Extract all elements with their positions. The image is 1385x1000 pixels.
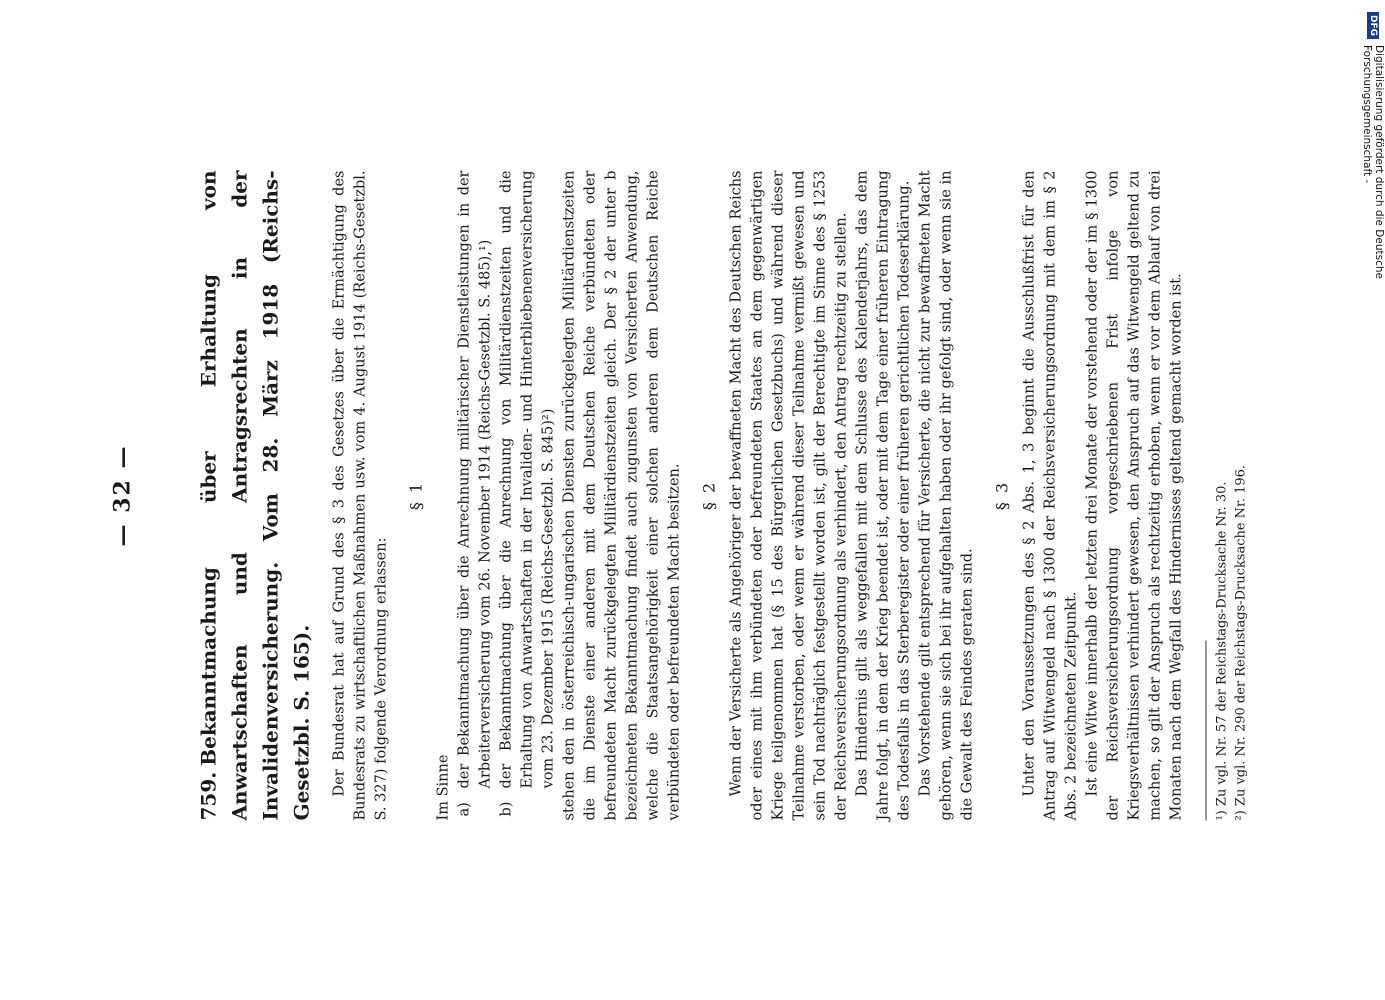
list-label: a) — [456, 801, 473, 816]
section-3-heading: § 3 — [992, 480, 1012, 510]
footnote-2: ²) Zu vgl. Nr. 290 der Reichstags-Drucksache Nr. 196. — [1233, 464, 1249, 820]
list-text: der Bekanntmachung über die Anrechnung militärischer Dienstleistungen in der Arbeiterversicherung vom 26. November 1914 (Reichs-Gesetzbl. S. 485),¹) — [456, 170, 494, 788]
list-item-a — [455, 170, 497, 820]
page-content — [100, 170, 1251, 820]
title-number: 759. — [196, 771, 221, 820]
footnote-divider — [1206, 640, 1207, 820]
section-1-heading: § 1 — [406, 480, 426, 510]
footnote-1: ¹) Zu vgl. Nr. 57 der Reichstags-Drucksache Nr. 30. — [1214, 481, 1230, 820]
section-3-paragraph-1: Unter den Voraussetzungen des § 2 Abs. 1, 3 beginnt die Ausschlußfrist für den Antrag auf Witwengeld nach § 1300 der Reichsversicherungsordnung mit dem im § 2 Abs. 2 bezeichneten Zeitpunkt. — [1021, 170, 1080, 820]
list-item-b — [497, 170, 560, 820]
section-2-heading: § 2 — [699, 480, 719, 510]
list-label: b) — [498, 801, 515, 816]
section-2-paragraph-1: Wenn der Versicherte als Angehöriger der bewaffneten Macht des Deutschen Reichs oder eines mit ihm verbündeten oder befreundeten Staates an dem gegenwärtigen Kriege teilgenommen hat (§ 15 des Bürgerlichen Gesetzbuchs) und während dieser Teilnahme verstorben, oder wenn er während dieser Teilnahme vermißt gewesen und sein Tod nachträglich festgestellt worden ist, gilt der Berechtigte im Sinne des § 1253 der Reichsversicherungsordnung als verhindert, den Antrag rechtzeitig zu stellen. — [728, 170, 850, 820]
section-2-paragraph-3: Das Vorstehende gilt entsprechend für Versicherte, die nicht zur bewaffneten Macht gehören, wenn sie sich bei ihr aufgehalten haben oder ihr gefolgt sind, oder wenn sie in die Gewalt des Feindes geraten sind. — [917, 170, 976, 820]
digitization-text: Digitalisierung gefördert durch die Deutsche Forschungsgemeinschaft - — [1361, 45, 1385, 279]
list-text: der Bekanntmachung über die Anrechnung von Militärdienstzeiten und die Erhaltung von Anwartschaften in der Invaliden- und Hinterbliebenenversicherung vom 23. Dezember 1915 (Reichs-Gesetzbl. S. 845)²) — [498, 170, 557, 788]
page-number: — 32 — — [109, 444, 136, 546]
dfg-logo: DFG — [1367, 12, 1379, 39]
section-1-text: stehen den in österreichisch-ungarischen Diensten zurückgelegten Militärdienstzeiten die im Dienste einer anderen mit dem Deutschen Reiche verbündeten oder befreundeten Macht zurückgelegten Militärdienstzeiten gleich. Der § 2 der unter b bezeichneten Bekanntmachung findet auch zugunsten von Versicherten Anwendung, welche die Staatsangehörigkeit einer solchen anderen dem Deutschen Reiche verbündeten oder befreundeten Macht besitzen. — [561, 170, 683, 820]
document-title — [194, 170, 318, 820]
title-text: Bekanntmachung über Erhaltung von Anwartschaften und Antragsrechten in der Invalidenversicherung. Vom 28. März 1918 (Reichs-Gesetzbl. S. 165). — [196, 170, 314, 820]
section-2-paragraph-2: Das Hindernis gilt als weggefallen mit dem Schlusse des Kalenderjahrs, das dem Jahre folgt, in dem der Krieg beendet ist, oder mit dem Tage einer früheren Eintragung des Todesfalls in das Sterberegister oder einer früheren gerichtlichen Todeserklärung. — [854, 170, 913, 820]
digitization-note — [1361, 12, 1385, 412]
section-1-lead: Im Sinne — [435, 754, 452, 820]
intro-paragraph: Der Bundesrat hat auf Grund des § 3 des Gesetzes über die Ermächtigung des Bundesrats zu wirtschaftlichen Maßnahmen usw. vom 4. August 1914 (Reichs-Gesetzbl. S. 327) folgende Verordnung erlassen: — [331, 170, 390, 820]
section-3-paragraph-2: Ist eine Witwe innerhalb der letzten drei Monate der vorstehend oder der im § 1300 der Reichsversicherungsordnung vorgeschriebenen Frist infolge von Kriegsverhältnissen verhindert gewesen, den Anspruch auf das Witwengeld geltend zu machen, so gilt der Anspruch als rechtzeitig erhoben, wenn er vor dem Ablauf von drei Monaten nach dem Wegfall des Hindernisses geltend gemacht worden ist. — [1084, 170, 1185, 820]
